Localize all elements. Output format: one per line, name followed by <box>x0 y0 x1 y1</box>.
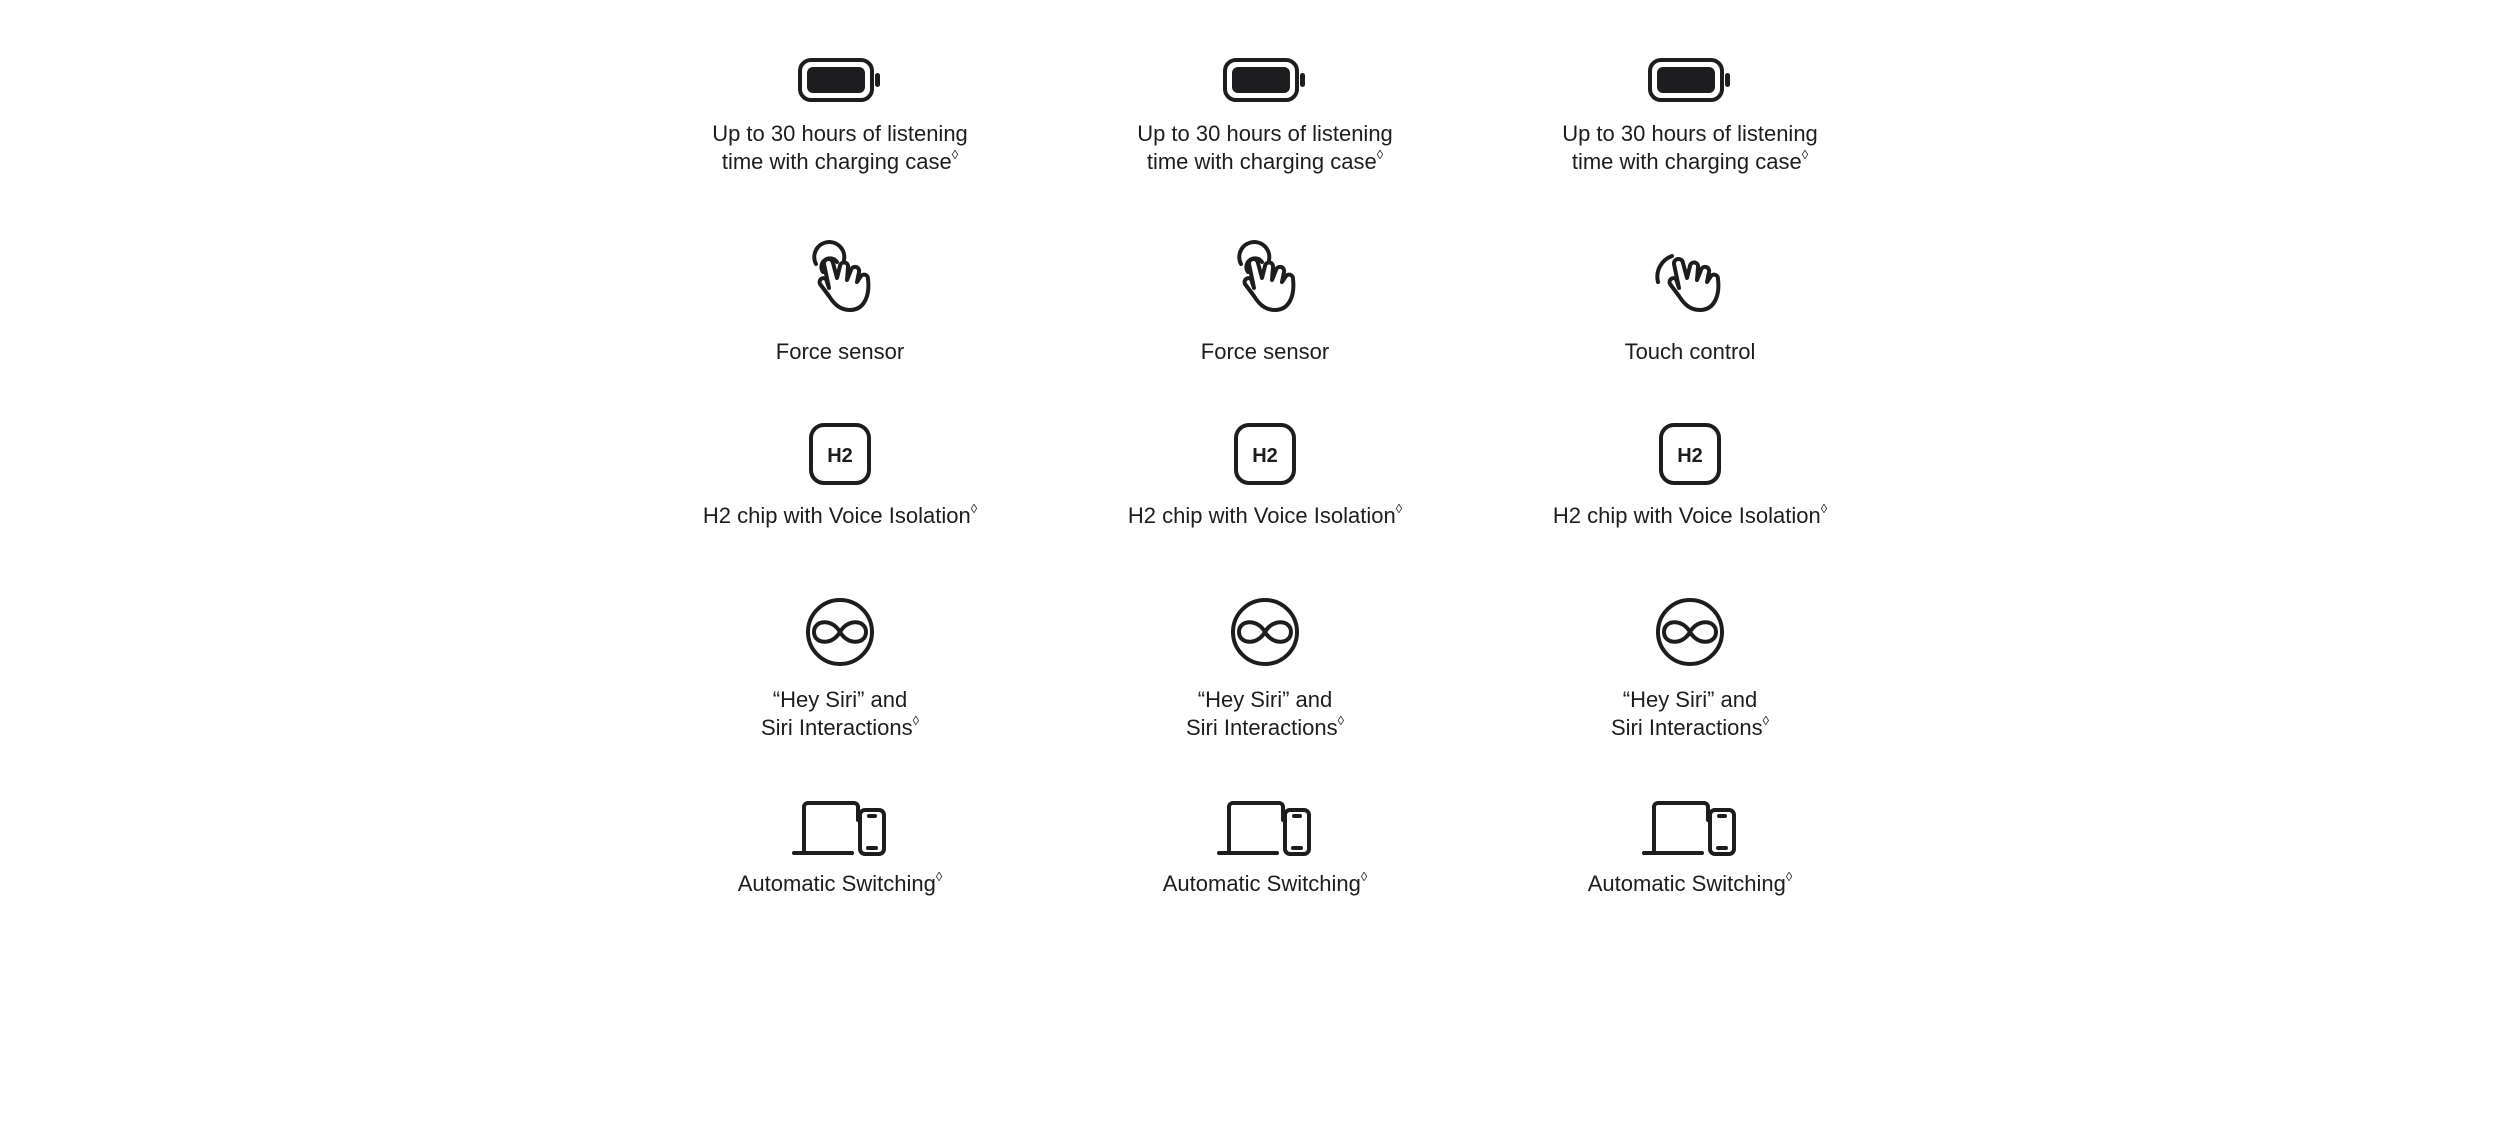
feature-battery <box>1065 58 1465 176</box>
feature-label: Automatic Switching <box>1162 871 1361 896</box>
feature-label: H2 chip with Voice Isolation <box>1552 503 1821 528</box>
force-sensor-icon <box>802 238 878 314</box>
feature-battery <box>1490 58 1890 176</box>
feature-battery <box>640 58 1040 176</box>
battery-icon <box>798 58 882 102</box>
feature-force-sensor <box>1065 238 1465 366</box>
footnote-marker[interactable]: ◊ <box>1360 868 1368 884</box>
feature-siri <box>1490 596 1890 742</box>
feature-automatic-switching <box>640 800 1040 898</box>
feature-label: time with charging case <box>1146 149 1377 174</box>
feature-automatic-switching <box>1490 800 1890 898</box>
feature-label: Force sensor <box>775 339 905 364</box>
feature-label: H2 chip with Voice Isolation <box>1127 503 1396 528</box>
h2-chip-icon <box>1233 422 1297 486</box>
feature-label: Siri Interactions <box>1185 715 1338 740</box>
feature-label: Up to 30 hours of listening <box>1562 121 1818 146</box>
footnote-marker[interactable]: ◊ <box>1801 146 1809 162</box>
feature-label: Automatic Switching <box>1587 871 1786 896</box>
feature-label: Force sensor <box>1200 339 1330 364</box>
h2-chip-icon <box>1658 422 1722 486</box>
feature-label: “Hey Siri” and <box>1197 687 1333 712</box>
footnote-marker[interactable]: ◊ <box>1762 712 1770 728</box>
footnote-marker[interactable]: ◊ <box>1337 712 1345 728</box>
footnote-marker[interactable]: ◊ <box>912 712 920 728</box>
feature-automatic-switching <box>1065 800 1465 898</box>
feature-label: Siri Interactions <box>760 715 913 740</box>
siri-icon <box>804 596 876 668</box>
feature-h2-chip <box>1065 422 1465 530</box>
force-sensor-icon <box>1227 238 1303 314</box>
chip-label: H2 <box>1252 445 1278 467</box>
footnote-marker[interactable]: ◊ <box>1376 146 1384 162</box>
feature-label: Up to 30 hours of listening <box>1137 121 1393 146</box>
footnote-marker[interactable]: ◊ <box>1820 500 1828 516</box>
feature-label: H2 chip with Voice Isolation <box>702 503 971 528</box>
footnote-marker[interactable]: ◊ <box>935 868 943 884</box>
feature-label: Automatic Switching <box>737 871 936 896</box>
feature-label: Siri Interactions <box>1610 715 1763 740</box>
footnote-marker[interactable]: ◊ <box>970 500 978 516</box>
h2-chip-icon <box>808 422 872 486</box>
feature-force-sensor <box>640 238 1040 366</box>
feature-label: Touch control <box>1624 339 1756 364</box>
touch-control-icon <box>1652 238 1728 314</box>
feature-h2-chip <box>640 422 1040 530</box>
chip-label: H2 <box>1677 445 1703 467</box>
siri-icon <box>1654 596 1726 668</box>
feature-label: time with charging case <box>1571 149 1802 174</box>
feature-label: Up to 30 hours of listening <box>712 121 968 146</box>
automatic-switching-icon <box>1217 800 1313 858</box>
siri-icon <box>1229 596 1301 668</box>
feature-label: time with charging case <box>721 149 952 174</box>
feature-siri <box>1065 596 1465 742</box>
feature-label: “Hey Siri” and <box>1622 687 1758 712</box>
footnote-marker[interactable]: ◊ <box>1395 500 1403 516</box>
automatic-switching-icon <box>1642 800 1738 858</box>
chip-label: H2 <box>827 445 853 467</box>
feature-siri <box>640 596 1040 742</box>
feature-label: “Hey Siri” and <box>772 687 908 712</box>
battery-icon <box>1223 58 1307 102</box>
footnote-marker[interactable]: ◊ <box>951 146 959 162</box>
feature-h2-chip <box>1490 422 1890 530</box>
automatic-switching-icon <box>792 800 888 858</box>
footnote-marker[interactable]: ◊ <box>1785 868 1793 884</box>
feature-touch-control <box>1490 238 1890 366</box>
battery-icon <box>1648 58 1732 102</box>
